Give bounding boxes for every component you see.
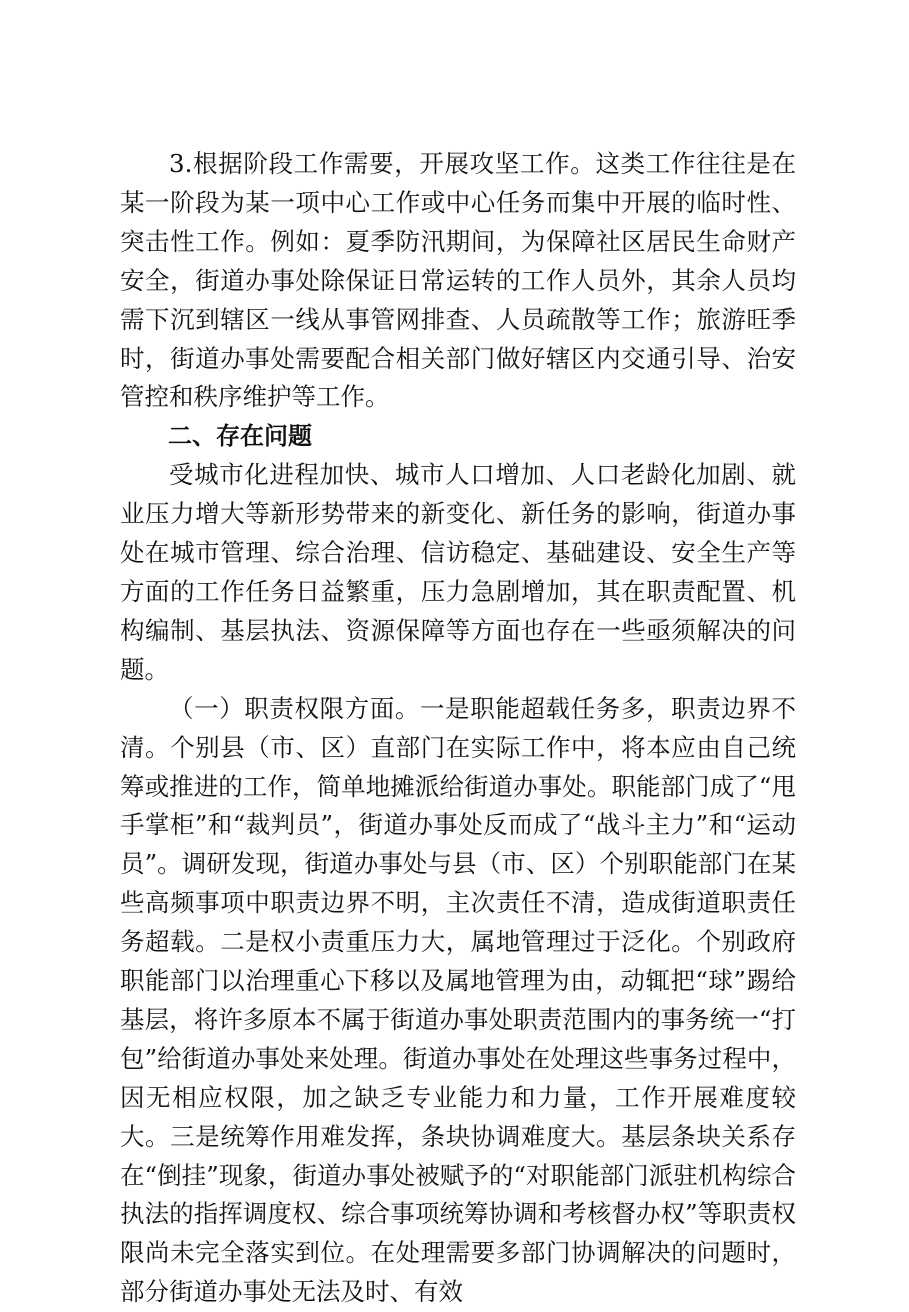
paragraph-responsibility-authority: （一）职责权限方面。一是职能超载任务多，职责边界不清。个别县（市、区）直部门在实际工作中，将本应由自己统筹或推进的工作，简单地摊派给街道办事处。职能部门成了“甩手掌柜”和“裁判员”，街道办事处反而成了“战斗主力”和“运动员”。调研发现，街道办事处与县（市、区）个别职能部门在某些高频事项中职责边界不明，主次责任不清，造成街道职责任务超载。二是权小责重压力大，属地管理过于泛化。个别政府职能部门以治理重心下移以及属地管理为由，动辄把“球”踢给基层，将许多原本不属于街道办事处职责范围内的事务统一“打包”给街道办事处来处理。街道办事处在处理这些事务过程中，因无相应权限，加之缺乏专业能力和力量，工作开展难度较大。三是统筹作用难发挥，条块协调难度大。基层条块关系存在“倒挂”现象，街道办事处被赋予的“对职能部门派驻机构综合执法的指挥调度权、综合事项统筹协调和考核督办权”等职责权限尚未完全落实到位。在处理需要多部门协调解决的问题时，部分街道办事处无法及时、有效: [120, 693, 796, 1307]
document-body: [120, 145, 796, 1312]
paragraph-task-type-3: 3.根据阶段工作需要，开展攻坚工作。这类工作往往是在某一阶段为某一项中心工作或中心任务而集中开展的临时性、突击性工作。例如：夏季防汛期间，为保障社区居民生命财产安全，街道办事处除保证日常运转的工作人员外，其余人员均需下沉到辖区一线从事管网排查、人员疏散等工作；旅游旺季时，街道办事处需要配合相关部门做好辖区内交通引导、治安管控和秩序维护等工作。: [120, 149, 796, 412]
section-heading-problems: 二、存在问题: [168, 422, 312, 451]
paragraph-problems-intro: 受城市化进程加快、城市人口增加、人口老龄化加剧、就业压力增大等新形势带来的新变化、新任务的影响，街道办事处在城市管理、综合治理、信访稳定、基础建设、安全生产等方面的工作任务日益繁重，压力急剧增加，其在职责配置、机构编制、基层执法、资源保障等方面也存在一些亟须解决的问题。: [120, 460, 796, 684]
